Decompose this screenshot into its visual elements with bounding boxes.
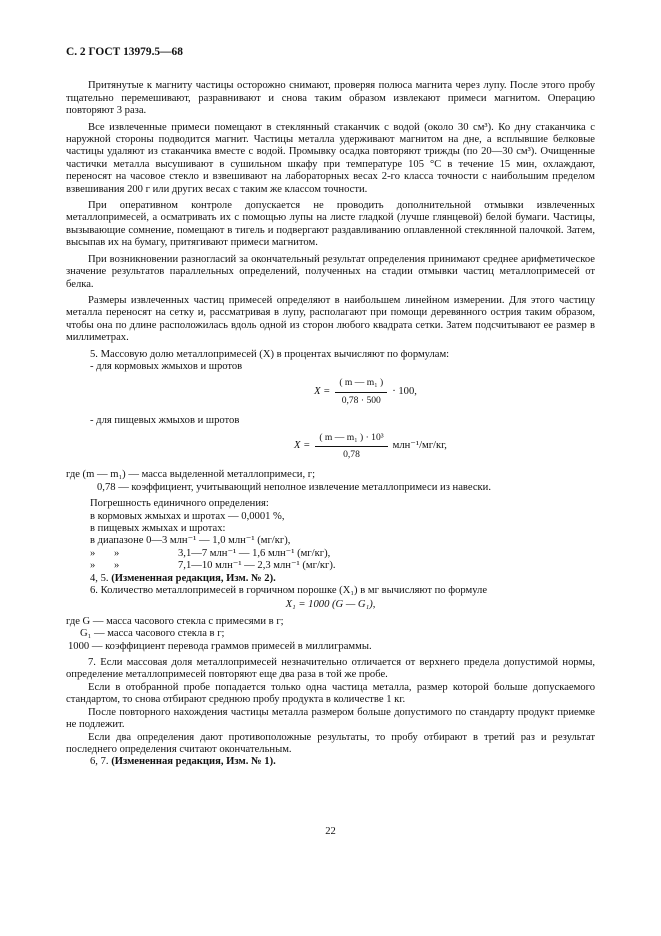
formula-food-denominator: 0,78 [343,448,360,460]
error-range-value: 0—3 млн⁻¹ — 1,0 млн⁻¹ (мг/кг), [146,535,291,547]
error-range-ditto: » [114,560,120,572]
item-7-rejection: После повторного нахождения частицы металла размером больше допустимого по стандарту продукт приемке не подлежит. [66,706,595,731]
error-range-label: в диапазоне [90,535,144,547]
food-cake-label: - для пищевых жмыхов и шротов [90,415,240,427]
item-7-third-sample: Если два определения дают противоположные результаты, то пробу отбирают в третий раз и результат последнего определения считают окончательным. [66,731,595,755]
edition-note-4-5 [66,573,595,585]
error-title: Погрешность единичного определения: [90,498,269,510]
paragraph-operational-control: При оперативном контроле допускается не проводить дополнительной отмывки извлеченных металлопримесей, а осматривать их с помощью лупы на листе гладкой (лучше глянцевой) белой бумаги. Частицы, вызывающие сомнение, помещают в тигель и подвергают раздавливанию оплавленной стеклянной палочкой. Затем, высыпав их на бумагу, притягивают примеси магнитом. [66,200,595,249]
paragraph-washing: Все извлеченные примеси помещают в стеклянный стаканчик с водой (около 30 см³). Ко дну стаканчика с наружной стороны подводится магнит. Частицы металла удерживают магнитом на дне, а всплывшие белковые частицы удаляют из стаканчика вместе с водой. Промывку осадка повторяют трижды (по 20—30 см³). Очищенные частички металла высушивают в сушильном шкафу при температуре 105 °С в течение 15 мин, охлаждают, переносят на часовое стекло и взвешивают на лабораторных весах 2-го класса точности с наибольшим пределом взвешивания 200 г или других весах с таким же классом точности. [66,121,595,195]
error-range-ditto: » [90,547,96,559]
item-5-heading: 5. Массовую долю металлопримесей (X) в процентах вычисляют по формулам: [90,348,450,360]
item-7-single-particle: Если в отобранной пробе попадается только одна частица металла, размер которой больше допускаемого стандартом, то снова отбирают среднюю пробу продукта в количестве 1 кг. [66,681,595,706]
formula-feed-fraction [335,377,387,407]
formula-feed-rhs: · 100, [392,386,417,398]
definition-g: где G — масса часового стекла с примесями в г; [66,615,284,627]
edition-note-text: (Измененная редакция, Изм. № 1). [111,756,276,768]
definition-g1: G₁ — масса часового стекла в г; [80,628,225,640]
formula-food-fraction [315,432,387,462]
formula-feed-denominator: 0,78 · 500 [341,394,381,406]
error-range-row [66,535,595,547]
definition-coefficient: 0,78 — коэффициент, учитывающий неполное извлечение металлопримеси из навески. [97,481,491,493]
formula-food-lhs: X = [294,440,311,452]
feed-cake-label: - для кормовых жмыхов и шротов [90,360,243,372]
edition-note-number: 4, 5. [90,572,109,584]
error-range-row [66,548,595,560]
error-range-value: 3,1—7 млн⁻¹ — 1,6 млн⁻¹ (мг/кг), [178,547,331,559]
paragraph-particle-size: Размеры извлеченных частиц примесей определяют в наибольшем линейном измерении. Для этого частицу металла переносят на сетку и, рассматривая в лупу, располагают при помощи деревянного острия таким образом, чтобы она по длине расположилась вдоль одной из сторон любого квадрата сетки. Затем подсчитывают ее размер в миллиметрах. [66,294,595,344]
formula-food-numerator: ( m — m₁ ) · 10³ [315,432,387,447]
edition-note-number: 6, 7. [90,756,109,768]
error-range-ditto: » [114,547,120,559]
error-food: в пищевых жмыхах и шротах: [90,523,226,534]
error-range-value: 7,1—10 млн⁻¹ — 2,3 млн⁻¹ (мг/кг). [178,560,336,572]
error-range-ditto: » [90,560,96,572]
definition-1000: 1000 — коэффициент перевода граммов примесей в миллиграммы. [68,640,372,652]
paragraph-disagreements: При возникновении разногласий за окончательный результат определения принимают среднее арифметическое значение результатов параллельных определений, полученных на стадии отмывки частиц металлопримесей от белка. [66,253,595,290]
formula-food-rhs: млн⁻¹/мг/кг, [392,440,447,452]
item-6-heading: 6. Количество металлопримесей в горчичном порошке (X₁) в мг вычисляют по формуле [90,585,488,597]
formula-mustard-text: X₁ = 1000 (G — G₁), [285,599,376,611]
formula-food [66,432,595,462]
definition-mass-difference: где (m — m₁) — масса выделенной металлопримеси, г; [66,469,316,481]
formula-mustard [66,599,595,611]
edition-note-6-7 [66,756,595,768]
formula-feed-numerator: ( m — m₁ ) [335,377,387,392]
paragraph-magnet-removal: Притянутые к магниту частицы осторожно снимают, проверяя полюса магнита через лупу. После этого пробу тщательно перемешивают, разравнивают и снова таким образом извлекают примеси магнитом. Операцию повторяют 3 раза. [66,80,595,117]
edition-note-text: (Измененная редакция, Изм. № 2). [111,572,276,584]
page-number: 22 [325,826,336,837]
formula-feed-lhs: X = [314,386,331,398]
error-feed: в кормовых жмыхах и шротах — 0,0001 %, [90,510,285,522]
formula-feed [66,377,595,407]
item-7-paragraph: 7. Если массовая доля металлопримесей незначительно отличается от верхнего предела допустимой нормы, определение металлопримесей повторяют еще два раза в той же пробе. [66,657,595,681]
error-range-row [66,560,595,572]
page-header: С. 2 ГОСТ 13979.5—68 [66,46,183,58]
